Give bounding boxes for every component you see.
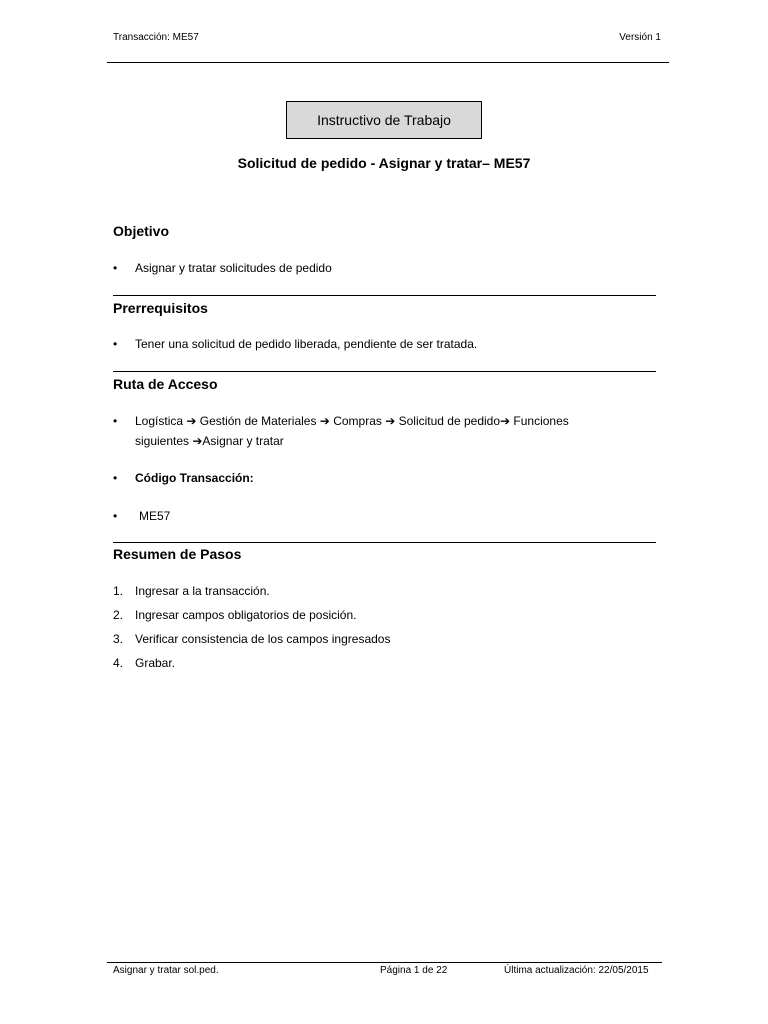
- document-type-label: Instructivo de Trabajo: [317, 112, 451, 128]
- header-divider: [107, 62, 669, 63]
- footer-divider: [107, 962, 662, 963]
- section-title-prerrequisitos: Prerrequisitos: [113, 300, 208, 316]
- step-number: 2.: [113, 608, 124, 622]
- section-title-ruta: Ruta de Acceso: [113, 376, 218, 392]
- access-path-line-1: Logística ➔ Gestión de Materiales ➔ Compras ➔ Solicitud de pedido➔ Funciones: [135, 414, 569, 428]
- section-divider: [113, 371, 656, 372]
- step-text: Ingresar campos obligatorios de posición.: [135, 608, 357, 622]
- bullet: •: [113, 509, 118, 523]
- step-text: Verificar consistencia de los campos ingresados: [135, 632, 391, 646]
- footer-page-number: Página 1 de 22: [380, 965, 448, 976]
- footer-last-updated: Última actualización: 22/05/2015: [504, 965, 649, 976]
- step-item: [113, 607, 356, 623]
- step-number: 4.: [113, 656, 124, 670]
- bullet: •: [113, 261, 118, 275]
- list-item-text: Tener una solicitud de pedido liberada, pendiente de ser tratada.: [135, 337, 478, 351]
- list-item-text: Asignar y tratar solicitudes de pedido: [135, 261, 332, 275]
- section-divider: [113, 542, 656, 543]
- page-header-right: Versión 1: [619, 32, 661, 43]
- section-divider: [113, 295, 656, 296]
- step-number: 1.: [113, 584, 124, 598]
- step-item: [113, 583, 270, 599]
- section-title-objetivo: Objetivo: [113, 223, 170, 239]
- step-text: Grabar.: [135, 656, 176, 670]
- access-path-text: [135, 411, 635, 451]
- bullet: •: [113, 414, 118, 428]
- page-header-left: Transacción: ME57: [113, 32, 199, 43]
- document-type-box: [286, 101, 482, 139]
- step-item: [113, 631, 390, 647]
- step-number: 3.: [113, 632, 124, 646]
- section-title-resumen: Resumen de Pasos: [113, 546, 242, 562]
- bullet: •: [113, 471, 118, 485]
- step-item: [113, 655, 175, 671]
- step-text: Ingresar a la transacción.: [135, 584, 270, 598]
- document-subtitle: Solicitud de pedido - Asignar y tratar– ME57: [237, 155, 531, 171]
- footer-left: Asignar y tratar sol.ped.: [113, 965, 219, 976]
- access-path-line-2: siguientes ➔Asignar y tratar: [135, 434, 284, 448]
- bullet: •: [113, 337, 118, 351]
- transaction-code-value: ME57: [139, 509, 171, 523]
- transaction-code-label: Código Transacción:: [135, 471, 254, 485]
